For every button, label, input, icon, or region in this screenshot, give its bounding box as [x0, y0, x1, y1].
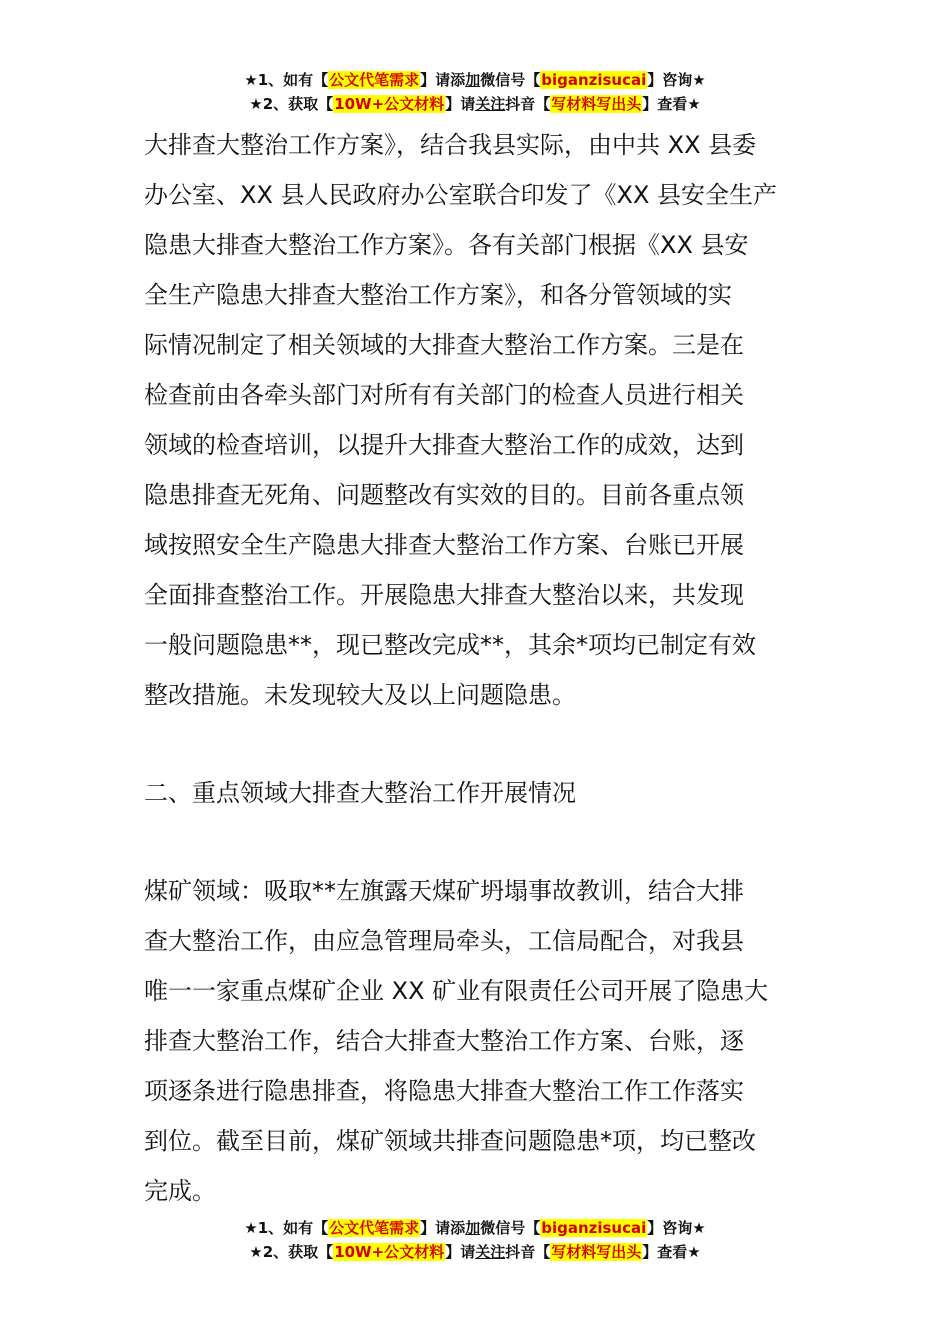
banner-text: ★1、如有【 — [244, 1219, 329, 1237]
banner-highlight: 写材料写出头 — [551, 1243, 642, 1261]
text-line: 到位。截至目前，煤矿领域共排查问题隐患*项，均已整改 — [144, 1127, 756, 1155]
banner-highlight: 公文代笔需求 — [329, 71, 420, 89]
banner-highlight: 10W+公文材料 — [334, 95, 445, 113]
section-heading — [144, 768, 808, 818]
section-heading-text: 二、重点领域大排查大整治工作开展情况 — [144, 779, 576, 807]
banner-highlight: 写材料写出头 — [551, 95, 642, 113]
text-line: 完成。 — [144, 1177, 216, 1205]
banner-highlight: 10W+公文材料 — [334, 1243, 445, 1261]
text-line: 隐患排查无死角、问题整改有实效的目的。目前各重点领 — [144, 481, 744, 509]
text-line: 际情况制定了相关领域的大排查大整治工作方案。三是在 — [144, 331, 744, 359]
banner-text: ★2、获取【 — [249, 1243, 334, 1261]
banner-highlight: biganzisucai — [541, 1219, 647, 1237]
banner-text: ★1、如有【 — [244, 71, 329, 89]
banner-line-2 — [0, 92, 950, 116]
text-line: 煤矿领域：吸取**左旗露天煤矿坍塌事故教训，结合大排 — [144, 877, 744, 905]
text-line: 全生产隐患大排查大整治工作方案》，和各分管领域的实 — [144, 281, 732, 309]
banner-text: 】请添 — [420, 1219, 466, 1237]
text-line: 检查前由各牵头部门对所有有关部门的检查人员进行相关 — [144, 381, 744, 409]
banner-line-1 — [0, 1216, 950, 1240]
banner-line-2 — [0, 1240, 950, 1264]
text-line: 整改措施。未发现较大及以上问题隐患。 — [144, 681, 576, 709]
banner-text: 抖音【 — [505, 1243, 551, 1261]
text-line: 项逐条进行隐患排查，将隐患大排查大整治工作工作落实 — [144, 1077, 744, 1105]
banner-underlined-text: 关注 — [475, 95, 506, 113]
banner-text: 】咨询★ — [647, 1219, 706, 1237]
text-line: 领域的检查培训，以提升大排查大整治工作的成效，达到 — [144, 431, 744, 459]
banner-highlight: 公文代笔需求 — [329, 1219, 420, 1237]
banner-text: 】请 — [445, 95, 476, 113]
paragraph-2 — [144, 866, 808, 1216]
banner-text: 】咨询★ — [647, 71, 706, 89]
banner-line-1 — [0, 68, 950, 92]
text-line: 隐患大排查大整治工作方案》。各有关部门根据《XX 县安 — [144, 231, 749, 259]
banner-text: 】请 — [445, 1243, 476, 1261]
banner-text: 】请添 — [420, 71, 466, 89]
banner-underlined-text: 关注 — [475, 1243, 506, 1261]
text-line: 全面排查整治工作。开展隐患大排查大整治以来，共发现 — [144, 581, 744, 609]
text-line: 域按照安全生产隐患大排查大整治工作方案、台账已开展 — [144, 531, 744, 559]
text-line: 查大整治工作，由应急管理局牵头，工信局配合，对我县 — [144, 927, 744, 955]
banner-text: ★2、获取【 — [249, 95, 334, 113]
header-banner — [0, 68, 950, 116]
text-line: 排查大整治工作，结合大排查大整治工作方案、台账，逐 — [144, 1027, 744, 1055]
paragraph-1 — [144, 120, 808, 720]
footer-banner — [0, 1216, 950, 1264]
banner-underlined-text: 加 — [465, 71, 481, 89]
banner-text: 】查看★ — [642, 1243, 701, 1261]
text-line: 大排查大整治工作方案》，结合我县实际，由中共 XX 县委 — [144, 131, 757, 159]
banner-text: 】查看★ — [642, 95, 701, 113]
banner-text: 微信号【 — [480, 71, 541, 89]
text-line: 唯一一家重点煤矿企业 XX 矿业有限责任公司开展了隐患大 — [144, 977, 769, 1005]
banner-highlight: biganzisucai — [541, 71, 647, 89]
banner-underlined-text: 加 — [465, 1219, 481, 1237]
text-line: 一般问题隐患**，现已整改完成**，其余*项均已制定有效 — [144, 631, 756, 659]
banner-text: 微信号【 — [480, 1219, 541, 1237]
text-line: 办公室、XX 县人民政府办公室联合印发了《XX 县安全生产 — [144, 181, 778, 209]
banner-text: 抖音【 — [505, 95, 551, 113]
